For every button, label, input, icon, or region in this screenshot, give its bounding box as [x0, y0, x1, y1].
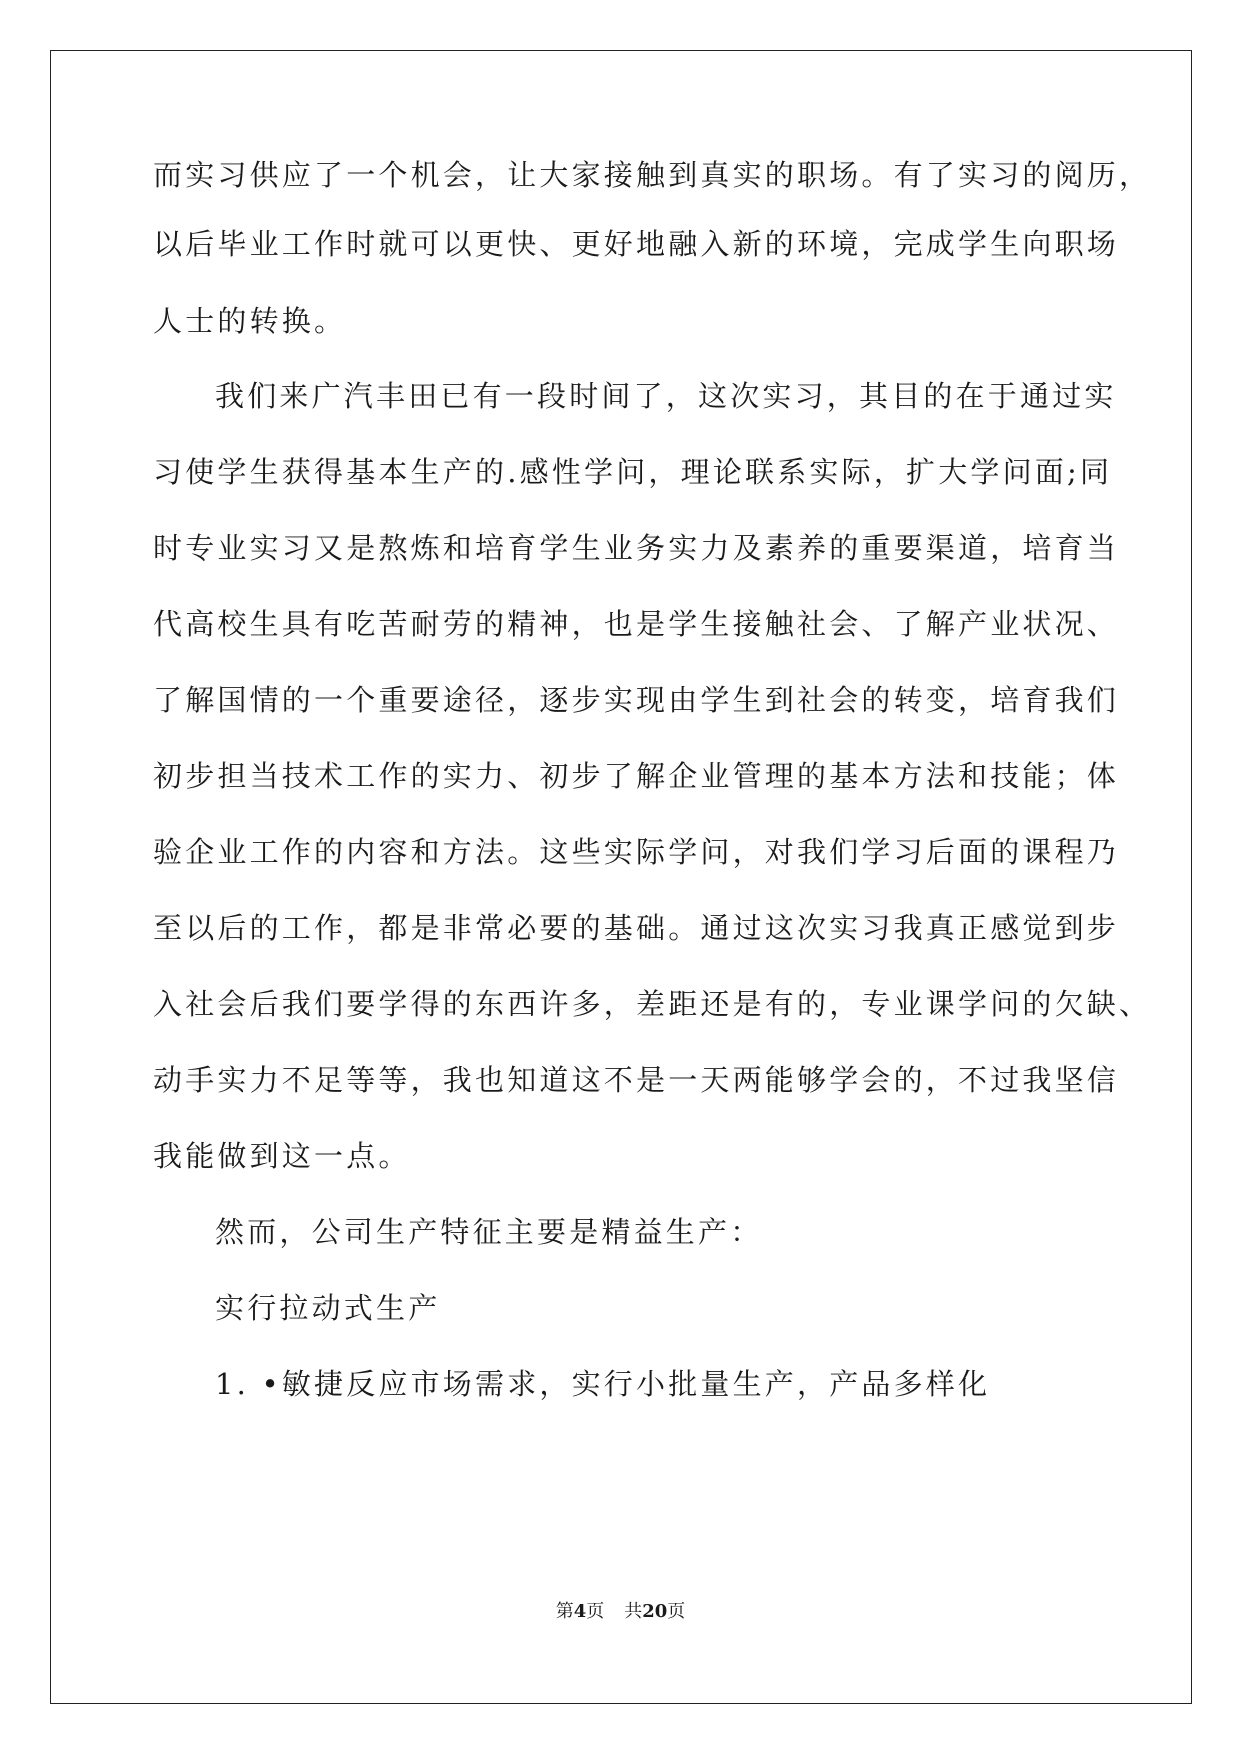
text-line: 动手实力不足等等，我也知道这不是一天两能够学会的，不过我坚信	[153, 1063, 1120, 1097]
text-line: 我能做到这一点。	[153, 1139, 411, 1173]
text-line: 习使学生获得基本生产的.感性学问，理论联系实际，扩大学问面;同	[153, 455, 1113, 489]
text-line: 了解国情的一个重要途径，逐步实现由学生到社会的转变，培育我们	[153, 683, 1120, 717]
text-line: 而实习供应了一个机会，让大家接触到真实的职场。有了实习的阅历，	[153, 158, 1152, 192]
text-line: 然而，公司生产特征主要是精益生产：	[215, 1215, 763, 1249]
page-footer	[0, 1600, 1241, 1624]
text-line: 入社会后我们要学得的东西许多，差距还是有的，专业课学问的欠缺、	[153, 987, 1152, 1021]
text-line: 时专业实习又是熬炼和培育学生业务实力及素养的重要渠道，培育当	[153, 531, 1120, 565]
page-border	[50, 50, 1192, 1704]
text-line: 人士的转换。	[153, 304, 347, 338]
text-line: 代高校生具有吃苦耐劳的精神，也是学生接触社会、了解产业状况、	[153, 607, 1120, 641]
footer-total-suffix: 页	[667, 1601, 686, 1622]
text-line: 我们来广汽丰田已有一段时间了，这次实习，其目的在于通过实	[215, 379, 1117, 413]
footer-page-suffix: 页	[586, 1601, 605, 1622]
total-pages-number: 20	[642, 1601, 668, 1622]
text-line: 至以后的工作，都是非常必要的基础。通过这次实习我真正感觉到步	[153, 911, 1120, 945]
text-line: 以后毕业工作时就可以更快、更好地融入新的环境，完成学生向职场	[153, 227, 1120, 261]
footer-prefix: 第	[555, 1601, 574, 1622]
list-item: 1. •敏捷反应市场需求，实行小批量生产，产品多样化	[215, 1367, 991, 1401]
current-page-number: 4	[573, 1601, 587, 1622]
text-line: 初步担当技术工作的实力、初步了解企业管理的基本方法和技能；体	[153, 759, 1120, 793]
footer-total-prefix: 共	[624, 1601, 643, 1622]
text-line: 验企业工作的内容和方法。这些实际学问，对我们学习后面的课程乃	[153, 835, 1120, 869]
text-line: 实行拉动式生产	[215, 1291, 441, 1325]
